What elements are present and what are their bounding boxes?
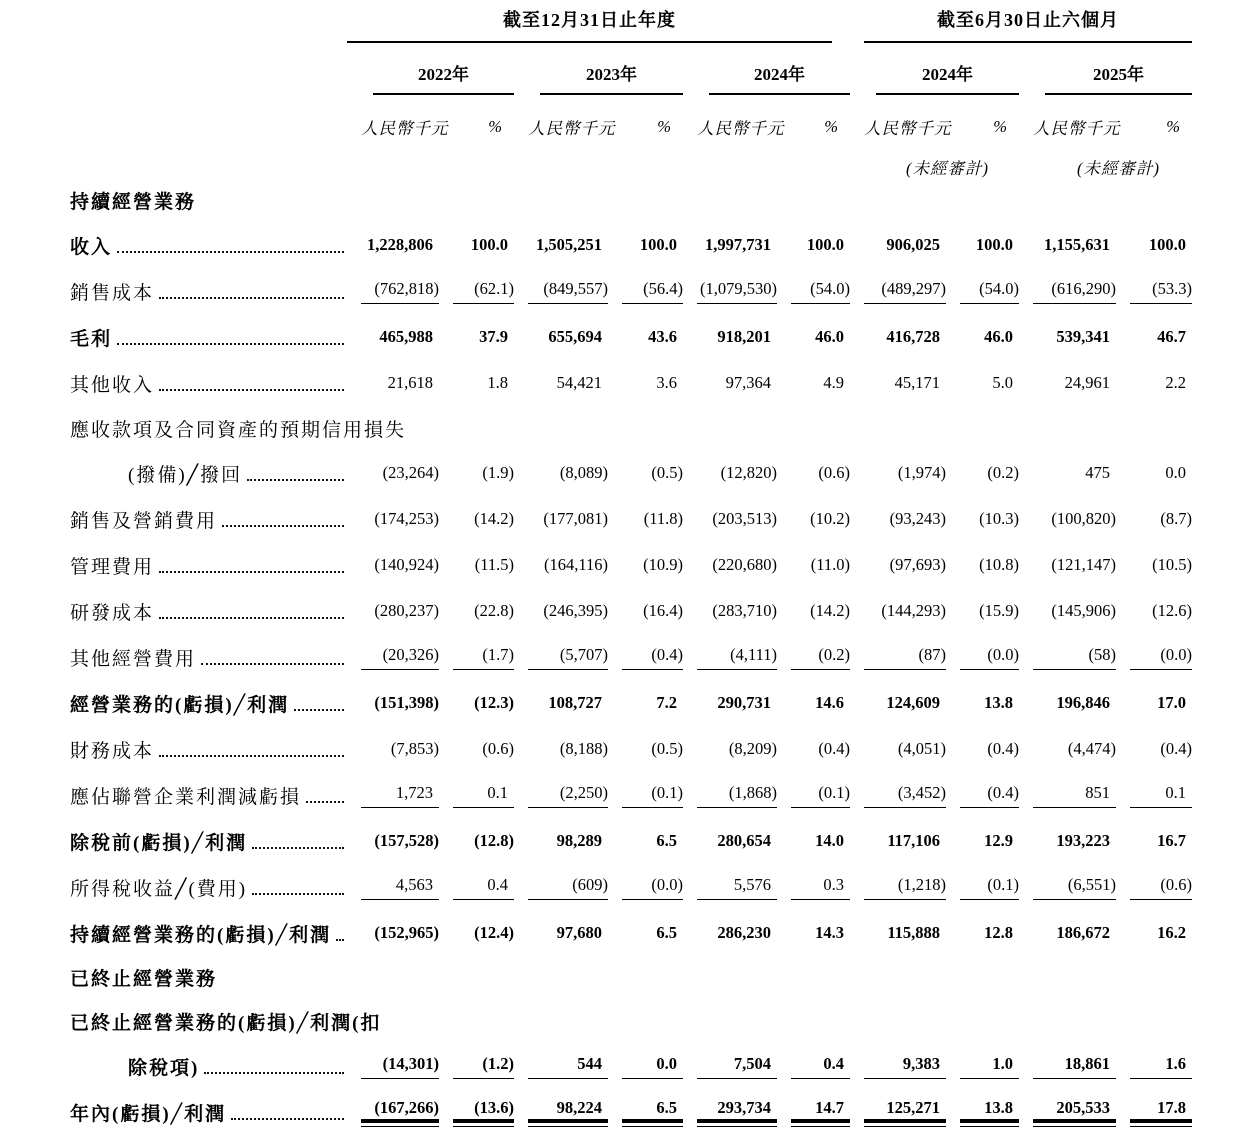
table-row	[70, 634, 1192, 680]
row-label: 其他經營費用	[70, 648, 197, 670]
cell-value: 293,734	[697, 1098, 777, 1127]
row-label: 除稅項)	[128, 1057, 200, 1079]
cell-value: (7,853)	[390, 739, 439, 758]
dot-leader	[159, 736, 344, 757]
cell-value: (3,452)	[864, 783, 946, 808]
cell-value: (140,924)	[374, 555, 439, 574]
cell-value: 16.7	[1157, 831, 1187, 850]
interim-period-title: 截至6月30日止六個月	[937, 10, 1120, 30]
cell-value: (0.1)	[960, 875, 1019, 900]
cell-value: (14,301)	[361, 1054, 439, 1079]
cell-value: (5,707)	[528, 645, 608, 670]
year-2022-label: 2022年	[373, 60, 514, 95]
cell-value: 12.9	[984, 831, 1014, 850]
cell-value: (10.5)	[1152, 555, 1193, 574]
cell-value: 539,341	[1056, 327, 1111, 346]
cell-value: (54.0)	[960, 279, 1019, 304]
cell-value: (0.5)	[651, 739, 683, 758]
cell-value: (62.1)	[453, 279, 514, 304]
cell-value: 0.1	[1130, 783, 1192, 808]
cell-value: 100.0	[1148, 235, 1187, 254]
dot-leader	[294, 690, 344, 711]
cell-value: 4,563	[361, 875, 439, 900]
row-label: 經營業務的(虧損)╱利潤	[70, 694, 290, 716]
row-label: 管理費用	[70, 556, 155, 578]
cell-value: 0.4	[453, 875, 514, 900]
cell-value: (8.7)	[1160, 509, 1193, 528]
cell-value: (13.6)	[453, 1098, 514, 1127]
table-row	[70, 450, 1192, 496]
cell-value: (12.4)	[474, 923, 514, 942]
table-row	[70, 222, 1192, 268]
cell-value: 7,504	[697, 1054, 777, 1079]
unaudited-label: (未經審計)	[1077, 159, 1161, 178]
table-row	[70, 772, 1192, 818]
cell-value: (280,237)	[374, 601, 439, 620]
cell-value: 0.4	[791, 1054, 850, 1079]
cell-value: (762,818)	[361, 279, 439, 304]
dot-leader	[204, 1053, 344, 1074]
unaudited-label: (未經審計)	[906, 159, 990, 178]
cell-value: (0.0)	[960, 645, 1019, 670]
cell-value: (0.4)	[818, 739, 851, 758]
cell-value: (177,081)	[543, 509, 608, 528]
dot-leader	[222, 506, 344, 527]
interim-period-header	[850, 6, 1192, 43]
row-label: 其他收入	[70, 374, 155, 396]
cell-value: 0.1	[453, 783, 514, 808]
cell-value: 6.5	[622, 1098, 683, 1127]
cell-value: 655,694	[548, 327, 602, 346]
unaudited-row	[70, 139, 1192, 179]
annual-period-title: 截至12月31日止年度	[503, 10, 677, 30]
cell-value: 4.9	[823, 373, 845, 392]
dot-leader	[231, 1099, 344, 1120]
cell-value: (58)	[1033, 645, 1116, 670]
year-row	[70, 43, 1192, 95]
cell-value: 1,155,631	[1044, 235, 1111, 254]
cell-value: (22.8)	[474, 601, 514, 620]
percent-unit-label: %	[488, 117, 502, 136]
cell-value: (0.6)	[818, 463, 851, 482]
cell-value: 100.0	[639, 235, 677, 254]
table-row	[70, 910, 1192, 956]
cell-value: (157,528)	[374, 831, 439, 850]
cell-value: 100.0	[470, 235, 508, 254]
cell-value: (0.4)	[622, 645, 683, 670]
dot-leader	[252, 828, 344, 849]
table-row	[70, 956, 1192, 999]
cell-value: 6.5	[656, 923, 677, 942]
dot-leader	[201, 644, 344, 665]
cell-value: (0.1)	[791, 783, 850, 808]
cell-value: (220,680)	[712, 555, 777, 574]
cell-value: (15.9)	[979, 601, 1020, 620]
cell-value: (16.4)	[643, 601, 683, 620]
table-header	[70, 6, 1192, 179]
table-body	[70, 179, 1192, 1135]
cell-value: (11.8)	[643, 509, 683, 528]
cell-value: 24,961	[1064, 373, 1111, 392]
cell-value: (4,111)	[697, 645, 777, 670]
cell-value: (14.2)	[810, 601, 851, 620]
row-label: 持續經營業務的(虧損)╱利潤	[70, 924, 332, 946]
table-row	[70, 406, 1192, 450]
cell-value: (14.2)	[474, 509, 514, 528]
cell-value: (8,089)	[559, 463, 608, 482]
cell-value: 124,609	[886, 693, 941, 712]
cell-value: (152,965)	[374, 923, 439, 942]
row-label: 所得稅收益╱(費用)	[70, 878, 248, 900]
cell-value: 14.3	[815, 923, 845, 942]
cell-value: 5,576	[697, 875, 777, 900]
table-row	[70, 179, 1192, 222]
row-label: 應收款項及合同資產的預期信用損失	[70, 419, 407, 441]
row-label: 銷售及營銷費用	[70, 510, 218, 532]
currency-unit-label: 人民幣千元	[864, 119, 952, 138]
year-2024-interim-label: 2024年	[876, 60, 1019, 95]
cell-value: 12.8	[984, 923, 1014, 942]
cell-value: 0.0	[1165, 463, 1187, 482]
cell-value: (12,820)	[720, 463, 777, 482]
cell-value: (87)	[864, 645, 946, 670]
dot-leader	[252, 874, 344, 895]
cell-value: 43.6	[648, 327, 677, 346]
cell-value: 13.8	[984, 693, 1014, 712]
cell-value: (2,250)	[528, 783, 608, 808]
cell-value: (11.0)	[810, 555, 851, 574]
cell-value: 115,888	[887, 923, 941, 942]
cell-value: (0.0)	[1130, 645, 1192, 670]
cell-value: (10.9)	[643, 555, 683, 574]
cell-value: (0.5)	[651, 463, 683, 482]
row-label: (撥備)╱撥回	[128, 464, 243, 486]
row-label: 毛利	[70, 328, 113, 350]
cell-value: 100.0	[806, 235, 845, 254]
currency-unit-label: 人民幣千元	[528, 119, 616, 138]
percent-unit-label: %	[657, 117, 671, 136]
cell-value: 98,224	[528, 1098, 608, 1127]
cell-value: 0.0	[622, 1054, 683, 1079]
cell-value: 98,289	[556, 831, 602, 850]
cell-value: (1,974)	[897, 463, 947, 482]
cell-value: 906,025	[886, 235, 941, 254]
dot-leader	[336, 920, 344, 941]
cell-value: (12.6)	[1152, 601, 1193, 620]
table-row	[70, 818, 1192, 864]
cell-value: (6,551)	[1033, 875, 1116, 900]
cell-value: (1,079,530)	[697, 279, 777, 304]
cell-value: 100.0	[975, 235, 1014, 254]
cell-value: 290,731	[717, 693, 771, 712]
cell-value: 14.6	[815, 693, 845, 712]
dot-leader	[117, 232, 344, 253]
row-label: 已終止經營業務的(虧損)╱利潤(扣	[70, 1012, 382, 1034]
cell-value: (23,264)	[382, 463, 439, 482]
cell-value: (8,209)	[728, 739, 777, 758]
cell-value: 46.0	[815, 327, 845, 346]
cell-value: (0.6)	[1130, 875, 1192, 900]
row-label: 除稅前(虧損)╱利潤	[70, 832, 248, 854]
cell-value: (20,326)	[361, 645, 439, 670]
cell-value: 918,201	[717, 327, 771, 346]
cell-value: 5.0	[992, 373, 1014, 392]
cell-value: (100,820)	[1051, 509, 1117, 528]
percent-unit-label: %	[1166, 117, 1181, 136]
cell-value: (246,395)	[543, 601, 608, 620]
table-row	[70, 542, 1192, 588]
cell-value: (10.2)	[810, 509, 851, 528]
cell-value: (489,297)	[864, 279, 946, 304]
cell-value: (4,051)	[897, 739, 947, 758]
cell-value: (849,557)	[528, 279, 608, 304]
cell-value: (93,243)	[889, 509, 947, 528]
cell-value: 475	[1085, 463, 1111, 482]
cell-value: 18,861	[1033, 1054, 1116, 1079]
cell-value: 46.0	[984, 327, 1014, 346]
period-group-row	[70, 6, 1192, 43]
row-label: 收入	[70, 236, 113, 258]
cell-value: 117,106	[887, 831, 941, 850]
cell-value: (609)	[528, 875, 608, 900]
cell-value: (0.4)	[960, 783, 1019, 808]
dot-leader	[159, 552, 344, 573]
cell-value: 416,728	[886, 327, 941, 346]
row-label: 財務成本	[70, 740, 155, 762]
cell-value: 0.3	[791, 875, 850, 900]
cell-value: 280,654	[717, 831, 771, 850]
table-row	[70, 360, 1192, 406]
dot-leader	[159, 278, 344, 299]
row-label: 應佔聯營企業利潤減虧損	[70, 786, 302, 808]
dot-leader	[159, 370, 344, 391]
cell-value: (151,398)	[374, 693, 439, 712]
cell-value: (167,266)	[361, 1098, 439, 1127]
income-statement-table	[70, 6, 1192, 1135]
cell-value: (0.4)	[987, 739, 1020, 758]
cell-value: 1,997,731	[705, 235, 771, 254]
cell-value: (174,253)	[374, 509, 439, 528]
cell-value: (8,188)	[559, 739, 608, 758]
table-row	[70, 680, 1192, 726]
cell-value: (0.4)	[1160, 739, 1193, 758]
cell-value: 3.6	[656, 373, 677, 392]
cell-value: 1,723	[361, 783, 439, 808]
cell-value: 21,618	[387, 373, 433, 392]
cell-value: 851	[1033, 783, 1116, 808]
cell-value: 108,727	[548, 693, 602, 712]
cell-value: 14.7	[791, 1098, 850, 1127]
cell-value: 37.9	[479, 327, 508, 346]
currency-unit-label: 人民幣千元	[1033, 119, 1121, 138]
cell-value: (283,710)	[712, 601, 777, 620]
cell-value: (12.3)	[474, 693, 514, 712]
year-2023-label: 2023年	[540, 60, 683, 95]
row-label: 年內(虧損)╱利潤	[70, 1103, 227, 1125]
cell-value: (10.3)	[979, 509, 1020, 528]
cell-value: (1,868)	[697, 783, 777, 808]
table-row	[70, 496, 1192, 542]
cell-value: 6.5	[656, 831, 677, 850]
table-row	[70, 1043, 1192, 1089]
cell-value: (616,290)	[1033, 279, 1116, 304]
currency-unit-label: 人民幣千元	[697, 119, 785, 138]
cell-value: 1,505,251	[536, 235, 602, 254]
cell-value: 1.6	[1130, 1054, 1192, 1079]
cell-value: (1.9)	[482, 463, 514, 482]
cell-value: (97,693)	[889, 555, 947, 574]
dot-leader	[247, 460, 344, 481]
cell-value: (144,293)	[881, 601, 947, 620]
table-row	[70, 588, 1192, 634]
dot-leader	[306, 782, 344, 803]
cell-value: (11.5)	[474, 555, 514, 574]
cell-value: 465,988	[379, 327, 433, 346]
table-row	[70, 314, 1192, 360]
cell-value: 186,672	[1056, 923, 1111, 942]
row-label: 研發成本	[70, 602, 155, 624]
cell-value: 7.2	[656, 693, 677, 712]
table-row	[70, 999, 1192, 1043]
table-row	[70, 864, 1192, 910]
cell-value: (203,513)	[712, 509, 777, 528]
section-heading: 已終止經營業務	[70, 969, 218, 990]
cell-value: 17.0	[1157, 693, 1187, 712]
cell-value: 1,228,806	[367, 235, 433, 254]
cell-value: 1.0	[960, 1054, 1019, 1079]
cell-value: 544	[528, 1054, 608, 1079]
percent-unit-label: %	[824, 117, 839, 136]
annual-period-header	[347, 6, 850, 43]
section-heading: 持續經營業務	[70, 192, 197, 213]
currency-unit-label: 人民幣千元	[361, 119, 449, 138]
percent-unit-label: %	[993, 117, 1008, 136]
cell-value: 54,421	[556, 373, 602, 392]
cell-value: 97,364	[725, 373, 771, 392]
cell-value: (10.8)	[979, 555, 1020, 574]
cell-value: (0.2)	[791, 645, 850, 670]
cell-value: 97,680	[556, 923, 602, 942]
cell-value: 1.8	[487, 373, 508, 392]
cell-value: (53.3)	[1130, 279, 1192, 304]
cell-value: 45,171	[894, 373, 941, 392]
cell-value: (12.8)	[474, 831, 514, 850]
table-row	[70, 268, 1192, 314]
table-row	[70, 726, 1192, 772]
cell-value: 196,846	[1056, 693, 1111, 712]
cell-value: 205,533	[1033, 1098, 1116, 1127]
year-2025-interim-label: 2025年	[1045, 60, 1192, 95]
cell-value: (1,218)	[864, 875, 946, 900]
cell-value: 17.8	[1130, 1098, 1192, 1127]
cell-value: 16.2	[1157, 923, 1187, 942]
cell-value: 2.2	[1165, 373, 1187, 392]
cell-value: (0.2)	[987, 463, 1020, 482]
cell-value: (1.2)	[453, 1054, 514, 1079]
units-row	[70, 95, 1192, 139]
cell-value: (54.0)	[791, 279, 850, 304]
row-label: 銷售成本	[70, 282, 155, 304]
cell-value: (0.0)	[622, 875, 683, 900]
cell-value: 193,223	[1056, 831, 1111, 850]
cell-value: (121,147)	[1051, 555, 1117, 574]
year-2024-label: 2024年	[709, 60, 850, 95]
cell-value: 46.7	[1157, 327, 1187, 346]
cell-value: 14.0	[815, 831, 845, 850]
cell-value: (0.1)	[622, 783, 683, 808]
cell-value: (145,906)	[1051, 601, 1117, 620]
cell-value: (4,474)	[1067, 739, 1117, 758]
cell-value: 125,271	[864, 1098, 946, 1127]
cell-value: (0.6)	[482, 739, 514, 758]
cell-value: 13.8	[960, 1098, 1019, 1127]
cell-value: (56.4)	[622, 279, 683, 304]
cell-value: 9,383	[864, 1054, 946, 1079]
dot-leader	[159, 598, 344, 619]
cell-value: (1.7)	[453, 645, 514, 670]
cell-value: (164,116)	[543, 555, 608, 574]
dot-leader	[117, 324, 344, 345]
cell-value: 286,230	[717, 923, 771, 942]
table-row	[70, 1089, 1192, 1135]
